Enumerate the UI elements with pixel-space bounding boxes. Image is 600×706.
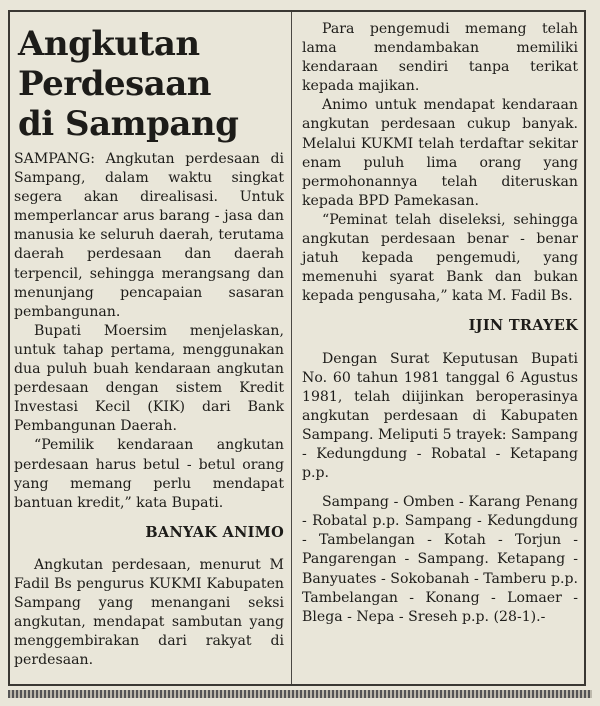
- paragraph-animo: Animo untuk mendapat kendaraan angkutan perdesaan cukup banyak. Melalui KUKMI telah terdaftar sekitar enam puluh lima orang yang permohonannya telah diteruskan kepada BPD Pamekasan.: [302, 97, 578, 209]
- subheading-ijin-trayek: IJIN TRAYEK: [468, 317, 578, 335]
- subheading-banyak-animo: BANYAK ANIMO: [145, 523, 284, 541]
- left-column: [14, 12, 284, 670]
- column-divider: [291, 12, 292, 684]
- right-column: [302, 20, 578, 627]
- headline-line-3: di Sampang: [18, 104, 239, 144]
- paragraph-bupati: Bupati Moersim menjelaskan, untuk tahap pertama, menggunakan dua puluh buah kendaraan angkutan perdesaan dengan sistem Kredit Investasi Kecil (KIK) dari Bank Pembangunan Daerah.: [14, 322, 284, 435]
- bottom-rule: [8, 690, 592, 698]
- article-headline: [18, 24, 284, 144]
- paragraph-trayek-list: Sampang - Omben - Karang Penang - Robatal p.p. Sampang - Kedungdung - Tambelangan - Kotah - Torjun - Pangarengan - Sampang. Ketapang - Banyuates - Sokobanah - Tamberu p.p. Tambelangan - Konang - Lomaer - Blega - Nepa - Sreseh p.p. (28-1).-: [302, 494, 578, 625]
- paragraph-fadil: Angkutan perdesaan, menurut M Fadil Bs pengurus KUKMI Kabupaten Sampang yang menangani seksi angkutan, mendapat sambutan yang menggembirakan dari rakyat di perdesaan.: [14, 556, 284, 669]
- headline-line-2: Perdesaan: [18, 64, 212, 104]
- paragraph-lead: SAMPANG: Angkutan perdesaan di Sampang, dalam waktu singkat segera akan direalisasi. Untuk memperlancar arus barang - jasa dan manusia ke seluruh daerah, terutama daerah perdesaan dan daerah terpencil, sehingga merangsang dan menunjang pencapaian sasaran pembangunan.: [14, 151, 284, 320]
- paragraph-quote-bupati: “Pemilik kendaraan angkutan perdesaan harus betul - betul orang yang memang perlu mendapat bantuan kredit,” kata Bupati.: [14, 437, 284, 511]
- paragraph-gap: [302, 483, 578, 493]
- paragraph-sk-bupati: Dengan Surat Keputusan Bupati No. 60 tahun 1981 tanggal 6 Agustus 1981, telah diijinkan beroperasinya angkutan perdesaan di Kabupaten Sampang. Meliputi 5 trayek: Sampang - Kedungdung - Robatal - Ketapang p.p.: [302, 350, 578, 482]
- paragraph-pengemudi: Para pengemudi memang telah lama mendambakan memiliki kendaraan sendiri tanpa terikat kepada majikan.: [302, 21, 578, 95]
- headline-line-1: Angkutan: [18, 24, 200, 64]
- paragraph-quote-fadil: “Peminat telah diseleksi, sehingga angkutan perdesaan benar - benar jatuh kepada pengemudi, yang memenuhi syarat Bank dan bukan kepada pengusaha,” kata M. Fadil Bs.: [302, 211, 578, 305]
